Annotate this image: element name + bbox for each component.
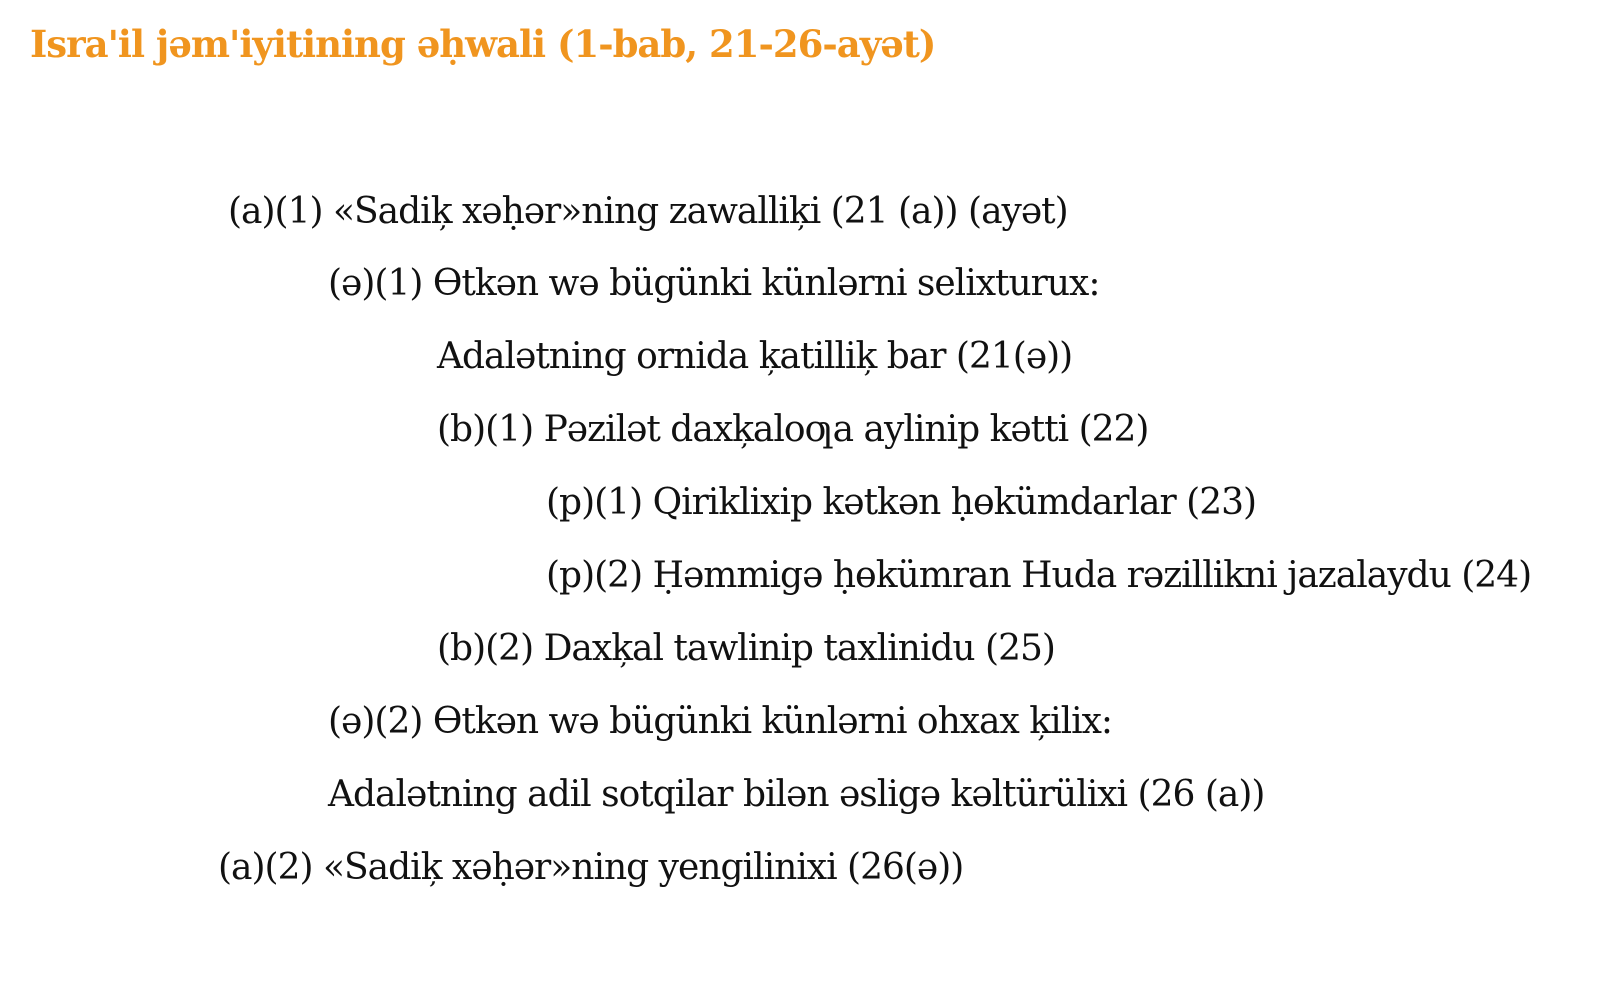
page-title: Isra'il jəm'iyitining əḥwali (1-bab, 21-26-ayət) — [30, 22, 936, 66]
outline-line-adalat-2: Adalətning adil sotqilar bilən əsligə kəltürülixi (26 (a)) — [328, 774, 1265, 815]
outline-line-a1: (a)(1) «Sadiķ xəḥər»ning zawalliķi (21 (a)) (ayət) — [228, 191, 1068, 232]
outline-line-schwa2: (ə)(2) Ɵtkən wə bügünki künlərni ohxax ķilix: — [328, 701, 1113, 742]
outline-line-schwa1: (ə)(1) Ɵtkən wə bügünki künlərni selixturux: — [328, 263, 1100, 304]
outline-line-b1: (b)(1) Pəzilət daxķaloƣa aylinip kətti (22) — [437, 409, 1149, 450]
outline-line-p2: (p)(2) Ḥəmmigə ḥөkümran Huda rəzillikni jazalaydu (24) — [546, 555, 1532, 596]
outline-line-adalat-1: Adalətning ornida ķatilliķ bar (21(ə)) — [437, 336, 1073, 377]
outline-line-b2: (b)(2) Daxķal tawlinip taxlinidu (25) — [437, 628, 1055, 669]
outline-line-a2: (a)(2) «Sadiķ xəḥər»ning yengilinixi (26(ə)) — [218, 847, 964, 888]
outline-line-p1: (p)(1) Qiriklixip kətkən ḥөkümdarlar (23) — [546, 482, 1257, 523]
